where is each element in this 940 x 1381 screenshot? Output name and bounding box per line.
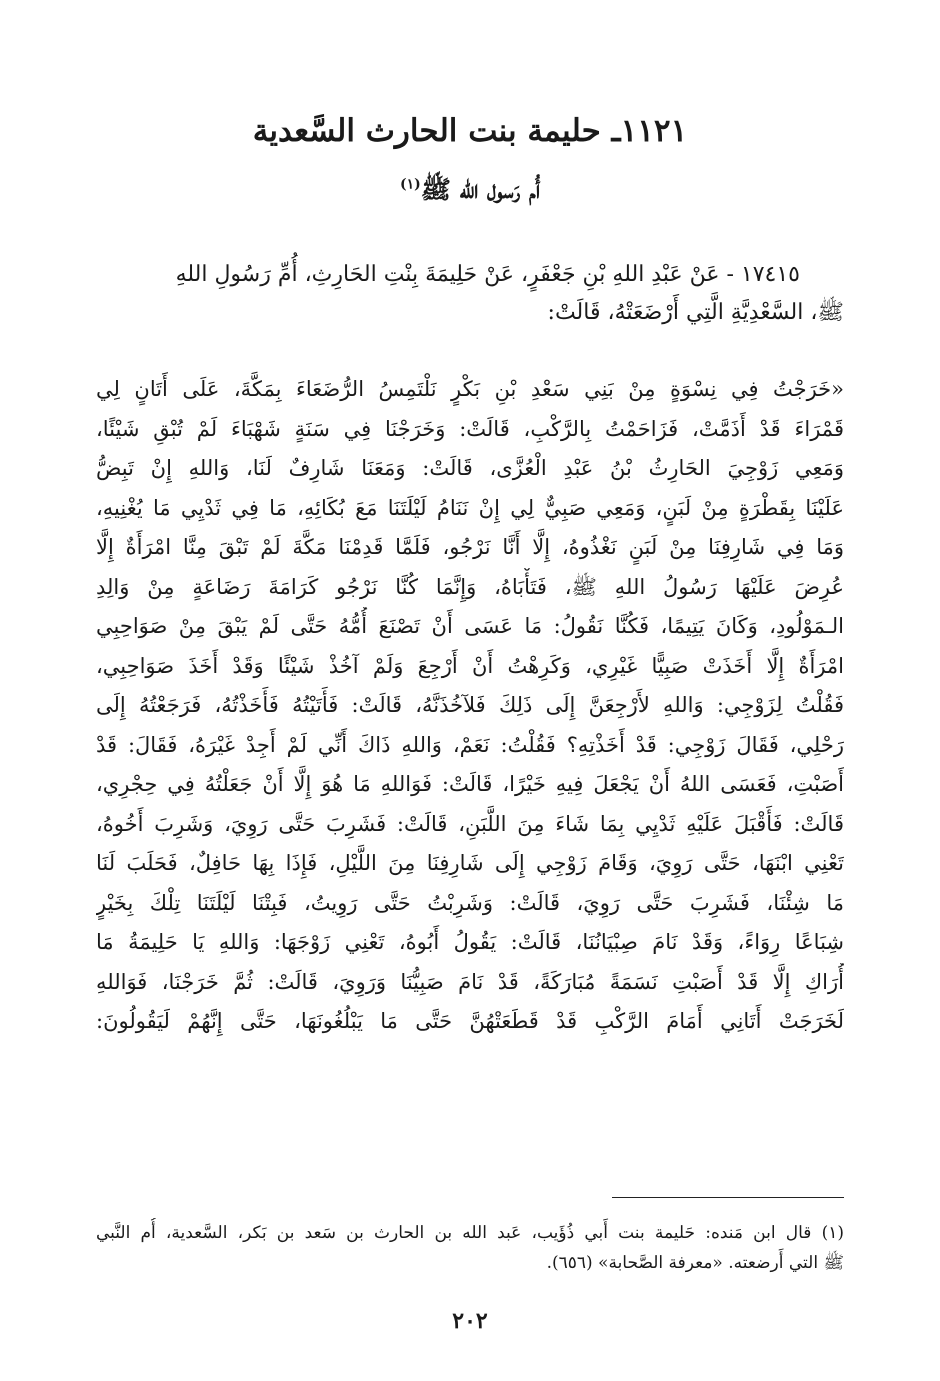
- footnotes: [96, 1218, 844, 1278]
- hadith-line: وَمَا فِي شَارِفِنَا مِنْ لَبَنٍ نَغْذُوهُ، إِلَّا أَنَّا نَرْجُو، فَلَمَّا قَدِمْنَا مَكَّةَ لَمْ تَبْقَ مِنَّا امْرَأَةٌ إِلَّا: [96, 535, 844, 559]
- footnote-line-1: (١) قال ابن مَنده: حَليمة بنت أَبي ذُؤَيب، عَبد الله بن الحارث بن سَعد بن بَكر، السَّعدية، أُم النَّبي: [96, 1223, 844, 1243]
- hadith-line: شِبَاعًا رِوَاءً، وَقَدْ نَامَ صِبْيَانُنَا، قَالَتْ: يَقُولُ أَبُوهُ، تَعْنِي زَوْجَهَا: وَاللهِ يَا حَلِيمَةُ مَا: [96, 930, 844, 954]
- footnote-ref-marker[interactable]: (١): [399, 176, 421, 193]
- hadith-line: رَحْلِي، فَقَالَ زَوْجِي: قَدْ أَخَذْتِهِ؟ فَقُلْتُ: نَعَمْ، وَاللهِ ذَاكَ أَنِّي لَمْ أَجِدْ غَيْرَهُ، فَقَالَ: قَدْ: [96, 732, 844, 757]
- hadith-line: أُرَاكِ إِلَّا قَدْ أَصَبْتِ نَسَمَةً مُبَارَكَةً، قَدْ نَامَ صَبِيُّنَا وَرَوِيَ، قَالَتْ: ثُمَّ خَرَجْنَا، فَوَاللهِ: [96, 969, 844, 994]
- subtitle-text: أُم رَسول الله ﷺ: [420, 175, 541, 204]
- hadith-line: امْرَأَةٌ إِلَّا أَخَذَتْ صَبِيًّا غَيْرِي، وَكَرِهْتُ أَنْ أَرْجِعَ وَلَمْ آخُذْ شَيْئًا وَقَدْ أَخَذَ صَوَاحِبِي،: [96, 653, 844, 678]
- hadith-line: تَعْنِي ابْنَهَا، حَتَّى رَوِيَ، وَقَامَ زَوْجِي إِلَى شَارِفِنَا مِنَ اللَّيْلِ، فَإِذَا بِهَا حَافِلٌ، فَحَلَبَ لَنَا: [96, 851, 844, 875]
- hadith-intro: [96, 256, 844, 332]
- hadith-line: قَالَتْ: فَأَقْبَلَ عَلَيْهِ ثَدْيِي بِمَا شَاءَ مِنَ اللَّبَنِ، قَالَتْ: فَشَرِبَ حَتَّى رَوِيَ، وَشَرِبَ أَخُوهُ،: [96, 811, 844, 836]
- hadith-line: أَصَبْتِ، فَعَسَى اللهُ أَنْ يَجْعَلَ فِيهِ خَيْرًا، قَالَتْ: فَوَاللهِ مَا هُوَ إِلَّا أَنْ جَعَلْتُهُ فِي حِجْرِي،: [96, 772, 844, 796]
- chapter-title: ١١٢١ـ حليمة بنت الحارث السَّعدية: [252, 113, 688, 149]
- hadith-line: لَخَرَجَتْ أَتَانِي أَمَامَ الرَّكْبِ قَدْ قَطَعَتْهُنَّ حَتَّى مَا يَبْلُغُونَهَا، حَتَّى إِنَّهُمْ لَيَقُولُونَ:: [96, 1009, 844, 1033]
- hadith-body: [96, 370, 844, 1042]
- chapter-subtitle: [80, 170, 860, 210]
- hadith-line: مَا شِئْنَا، فَشَرِبَ حَتَّى رَوِيَ، قَالَتْ: وَشَرِبْتُ حَتَّى رَوِيتُ، فَبِتْنَا لَيْلَتَنَا تِلْكَ بِخَيْرٍ: [96, 890, 844, 915]
- footnote-separator: [612, 1197, 844, 1198]
- hadith-line: الـمَوْلُودِ، وَكَانَ يَتِيمًا، فَكُنَّا نَقُولُ: مَا عَسَى أَنْ تَصْنَعَ أُمُّهُ حَتَّى لَمْ يَبْقَ مِنْ صَوَاحِبِي: [96, 614, 844, 638]
- hadith-line: فَقُلْتُ لِزَوْجِي: وَاللهِ لأَرْجِعَنَّ إِلَى ذَلِكَ فَلآخُذَنَّهُ، قَالَتْ: فَأَتَيْتُهُ فَأَخَذْتُهُ، فَرَجَعْتُهُ إِلَى: [96, 693, 844, 717]
- hadith-intro-line-1: ١٧٤١٥ - عَنْ عَبْدِ اللهِ بْنِ جَعْفَرٍ، عَنْ حَلِيمَةَ بِنْتِ الحَارِثِ، أُمِّ رَسُولِ اللهِ: [175, 262, 800, 287]
- hadith-intro-line-2: ﷺ، السَّعْدِيَّةِ الَّتِي أَرْضَعَتْهُ، قَالَتْ:: [547, 300, 844, 325]
- hadith-line: عَلَيْنَا بِقَطْرَةٍ مِنْ لَبَنٍ، وَمَعِي صَبِيٌّ لِي إِنْ نَنَامُ لَيْلَتَنَا مَعَ بُكَائِهِ، مَا فِي ثَدْيِي مَا يُغْنِيهِ،: [96, 495, 844, 520]
- page-number: ٢٠٢: [452, 1308, 488, 1334]
- hadith-line: وَمَعِي زَوْجِيَ الحَارِثُ بْنُ عَبْدِ الْعُزَّى، قَالَتْ: وَمَعَنَا شَارِفٌ لَنَا، وَاللهِ إِنْ تَبِضُّ: [96, 456, 844, 480]
- hadith-line: عُرِضَ عَلَيْهَا رَسُولُ اللهِ ﷺ، فَتَأْبَاهُ، وَإِنَّمَا كُنَّا نَرْجُو كَرَامَةَ رَضَاعَةٍ مِنْ وَالِدِ: [96, 574, 844, 599]
- hadith-line: قَمْرَاءَ قَدْ أَذَمَّتْ، فَزَاحَمْتُ بِالرَّكْبِ، قَالَتْ: وَخَرَجْنَا فِي سَنَةٍ شَهْبَاءَ لَمْ تُبْقِ شَيْئًا،: [96, 416, 844, 441]
- hadith-line: «خَرَجْتُ فِي نِسْوَةٍ مِنْ بَنِي سَعْدِ بْنِ بَكْرٍ نَلْتَمِسُ الرُّضَعَاءَ بِمَكَّةَ، عَلَى أَتَانٍ لِي: [96, 377, 844, 401]
- footnote-line-2: ﷺ التي أَرضعته. «معرفة الصَّحابة» (٦٥٦).: [546, 1253, 844, 1273]
